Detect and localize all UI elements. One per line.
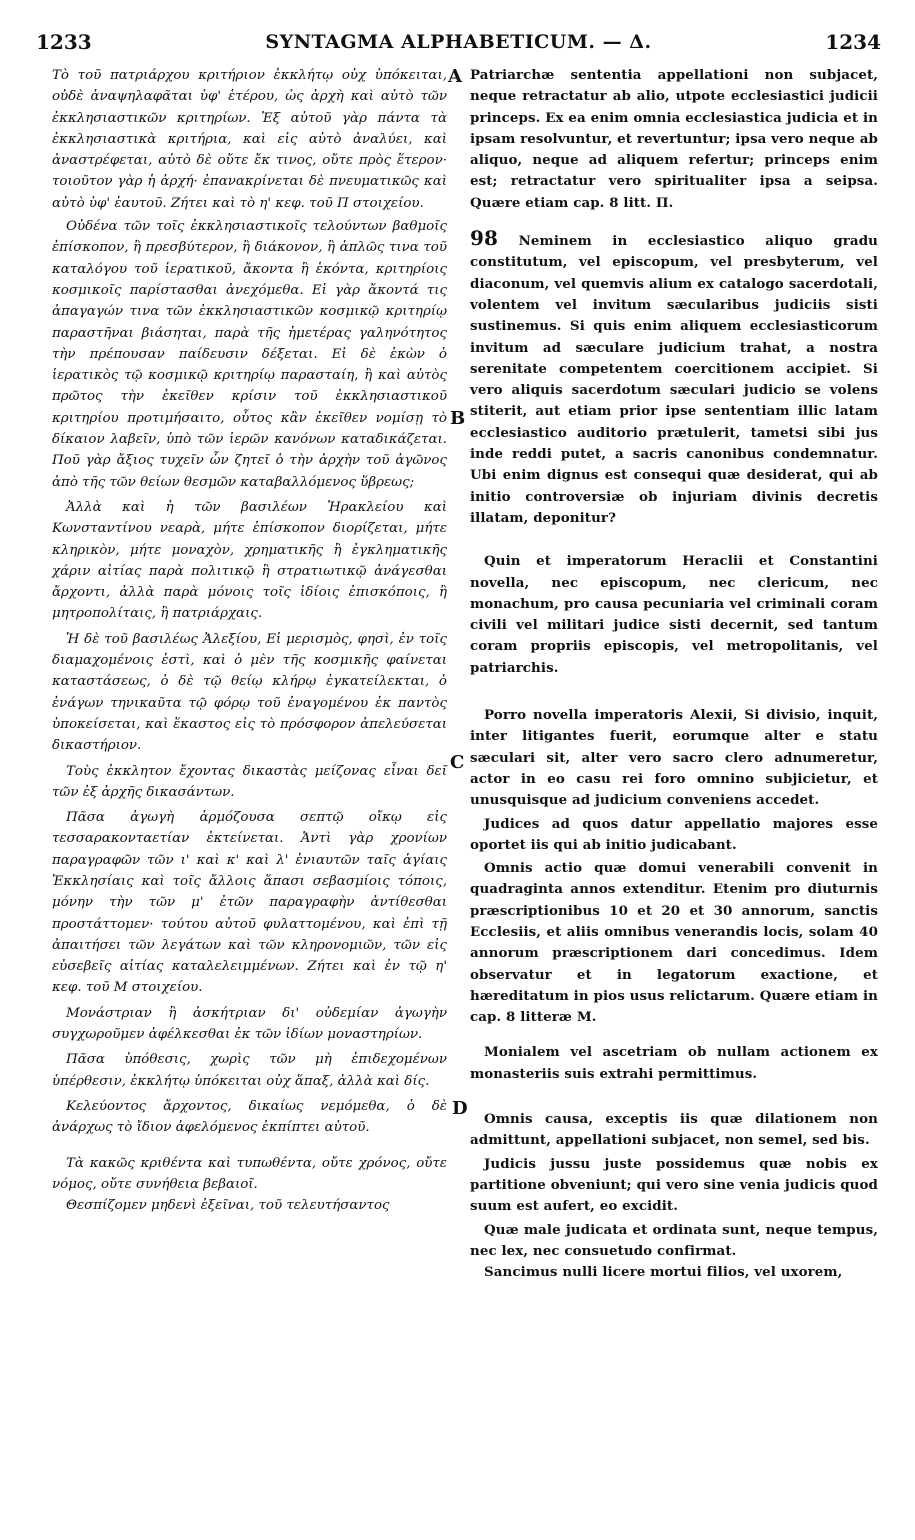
- latin-paragraph-2-text: Neminem in ecclesiastico aliquo gradu constitutum, vel episcopum, vel presbyterum, vel diaconum, vel quemvis alium ex catalogo sacerdotali, volentem vel invitum sæcularibus judiciis sisti sustinemus. Si quis enim aliquem ecclesiasticorum invitum ad sæculare judicium trahat, a nostra serenitate competentem coercitionem accipiet. Si vero aliquis sacerdotum sæculari judicio se volens stiterit, aut etiam prior ipse sententiam illic latam ecclesiastico auditorio prætulerit, tametsi sibi jus inde reddi putet, a sacris canonibus condemnatur. Ubi enim dignus est consequi quæ desiderat, qui ab initio controversiæ ob injuriam divinis decretis illatam, deponitur?: [470, 233, 879, 526]
- greek-paragraph-1: Τὸ τοῦ πατριάρχου κριτήριον ἐκκλήτῳ οὐχ ὑπόκειται, οὐδὲ ἀναψηλαφᾶται ὑφ' ἑτέρου, ὡς ἀρχὴ καὶ αὐτὸ τῶν ἐκκλησιαστικῶν κριτηρίων. Ἐξ αὐτοῦ γὰρ πάντα τὰ ἐκκλησιαστικὰ κριτήρια, καὶ εἰς αὐτὸ ἀναλύει, καὶ ἀναστρέφεται, αὐτὸ δὲ οὔτε ἔκ τινος, οὔτε πρὸς ἕτερον· τοιοῦτον γὰρ ἡ ἀρχή· ἐπανακρίνεται δὲ πνευματικῶς καὶ αὐτὸ ὑφ' ἑαυτοῦ. Ζήτει καὶ τὸ η' κεφ. τοῦ Π στοιχείου.: [52, 68, 447, 211]
- greek-paragraph-4: Ἡ δὲ τοῦ βασιλέως Ἀλεξίου, Εἰ μερισμὸς, φησὶ, ἐν τοῖς διαμαχομένοις ἐστὶ, καὶ ὁ μὲν τῆς κοσμικῆς φαίνεται καταστάσεως, ὁ δὲ τῷ θείῳ κλήρῳ ἐγκατείλεκται, ὁ ἐνάγων τηνικαῦτα τῷ φόρῳ τοῦ ἐναγομένου ἐκ παντὸς ὑποκείσεται, καὶ ἕκαστος εἰς τὸ πρόσφορον ἀπελεύσεται δικαστήριον.: [52, 631, 447, 754]
- page-header: [36, 30, 881, 60]
- latin-paragraph-11: Sancimus nulli licere mortui filios, vel uxorem,: [484, 1264, 843, 1281]
- latin-paragraph-8: Omnis causa, exceptis iis quæ dilationem non admittunt, appellationi subjacet, non semel, sed bis.: [470, 1111, 878, 1149]
- greek-paragraph-7: Μονάστριαν ἢ ἀσκήτριαν δι' οὐδεμίαν ἀγωγὴν συγχωροῦμεν ἀφέλκεσθαι ἐκ τῶν ἰδίων μοναστηρίων.: [52, 1005, 447, 1043]
- margin-letter-d: D: [452, 1098, 468, 1119]
- latin-paragraph-4: Porro novella imperatoris Alexii, Si divisio, inquit, inter litigantes fuerit, eorumque alter e statu sæculari sit, alter vero sacro clero adnumeretur, actor in eo casu rei foro omnino subjicietur, et unusquisque ad judicium conveniens accedet.: [470, 707, 878, 809]
- margin-letter-c: C: [450, 752, 465, 773]
- greek-paragraph-5: Τοὺς ἐκκλητον ἔχοντας δικαστὰς μείζονας εἶναι δεῖ τῶν ἐξ ἀρχῆς δικασάντων.: [52, 763, 447, 800]
- page-number-left: 1233: [36, 30, 92, 54]
- latin-paragraph-2: [470, 228, 878, 529]
- greek-paragraph-3: Ἀλλὰ καὶ ἡ τῶν βασιλέων Ἡρακλείου καὶ Κωνσταντίνου νεαρὰ, μήτε ἐπίσκοπον διορίζεται, μήτε κληρικὸν, μήτε μοναχὸν, χρηματικῆς ἢ ἐγκληματικῆς χάριν αἰτίας παρὰ πολιτικῷ ἢ στρατιωτικῷ ἀνάγεσθαι ἄρχοντι, ἀλλὰ παρὰ μόνοις τοῖς ἰδίοις ἐπισκόποις, ἢ μητροπολίταις, ἢ πατριάρχαις.: [52, 499, 447, 622]
- margin-letter-a: A: [448, 66, 462, 87]
- latin-paragraph-7: Monialem vel ascetriam ob nullam actionem ex monasteriis suis extrahi permittimus.: [470, 1044, 878, 1082]
- greek-paragraph-10: Τὰ κακῶς κριθέντα καὶ τυπωθέντα, οὔτε χρόνος, οὔτε νόμος, οὔτε συνήθεια βεβαιοῖ.: [52, 1155, 447, 1192]
- greek-paragraph-9: Κελεύοντος ἄρχοντος, δικαίως νεμόμεθα, ὁ δὲ ἀνάρχως τὸ ἴδιον ἀφελόμενος ἐκπίπτει αὐτοῦ.: [52, 1098, 447, 1136]
- greek-column: [52, 65, 447, 1216]
- latin-paragraph-1: Patriarchæ sententia appellationi non subjacet, neque retractatur ab alio, utpote ecclesiastici judicii princeps. Ex ea enim omnia ecclesiastica judicia et in ipsam resolvuntur, et revertuntur; ipsa vero neque ab aliquo, neque ad aliquem refertur; princeps enim est; retractatur vero spiritualiter ipsa a seipsa. Quære etiam cap. 8 litt. Π.: [470, 67, 878, 211]
- greek-paragraph-2: Οὐδένα τῶν τοῖς ἐκκλησιαστικοῖς τελούντων βαθμοῖς ἐπίσκοπον, ἢ πρεσβύτερον, ἢ διάκονον, ἢ ἁπλῶς τινα τοῦ καταλόγου τοῦ ἱερατικοῦ, ἄκοντα ἢ ἑκόντα, κριτηρίοις κοσμικοῖς παρίστασθαι ἀνεχόμεθα. Εἰ γὰρ ἄκοντά τις ἀπαγαγών τινα τῶν ἐκκλησιαστικῶν κοσμικῷ κριτηρίῳ παραστῆναι βιάσηται, παρὰ τῆς ἡμετέρας γαληνότητος τὴν πρέπουσαν παίδευσιν δέξεται. Εἰ δὲ ἑκὼν ὁ ἱερατικὸς τῷ κοσμικῷ κριτηρίῳ παρασταίη, ἢ καὶ αὐτὸς πρῶτος τὴν ἐκεῖθεν κρίσιν τοῦ ἐκκλησιαστικοῦ κριτηρίου προτιμήσαιτο, οὗτος κἂν ἐκεῖθεν νομίσῃ τὸ δίκαιον λαβεῖν, ὑπὸ τῶν ἱερῶν κανόνων καταδικάζεται. Ποῦ γὰρ ἄξιος τυχεῖν ὧν ζητεῖ ὁ τὴν ἀρχὴν τοῦ ἀγῶνος ἀπὸ τῆς τῶν θείων θεσμῶν καταβαλλόμενος ὕβρεως;: [52, 219, 447, 490]
- greek-paragraph-11: Θεσπίζομεν μηδενὶ ἐξεῖναι, τοῦ τελευτήσαντος: [66, 1198, 390, 1214]
- page-number-right: 1234: [825, 30, 881, 54]
- latin-paragraph-3: Quin et imperatorum Heraclii et Constantini novella, nec episcopum, nec clericum, nec monachum, pro causa pecuniaria vel criminali coram civili vel militari judice sisti decernit, sed tantum coram propriis episcopis, vel metropolitanis, vel patriarchis.: [470, 553, 878, 676]
- running-title: SYNTAGMA ALPHABETICUM. — Δ.: [265, 31, 652, 53]
- latin-paragraph-9: Judicis jussu juste possidemus quæ nobis ex partitione obveniunt; qui vero sine venia judicis quod suum est aufert, eo excidit.: [470, 1155, 878, 1215]
- greek-paragraph-6: Πᾶσα ἀγωγὴ ἁρμόζουσα σεπτῷ οἴκῳ εἰς τεσσαρακονταετίαν ἐκτείνεται. Ἀντὶ γὰρ χρονίων παραγραφῶν τῶν ι' καὶ κ' καὶ λ' ἐνιαυτῶν ταῖς ἁγίαις Ἐκκλησίαις καὶ τοῖς ἄλλοις ἅπασι σεβασμίοις τόποις, μόνην τὴν τῶν μ' ἐτῶν παραγραφὴν ἀντίθεσθαι προστάττομεν· τούτου αὐτοῦ φυλαττομένου, καὶ ἐπὶ τῇ ἀπαιτήσει τῶν λεγάτων καὶ τῶν κληρονομιῶν, τῶν εἰς εὐσεβεῖς αἰτίας καταλελειμμένων. Ζήτει καὶ ἐν τῷ η' κεφ. τοῦ Μ στοιχείου.: [52, 810, 447, 996]
- greek-paragraph-8: Πᾶσα ὑπόθεσις, χωρὶς τῶν μὴ ἐπιδεχομένων ὑπέρθεσιν, ἐκκλήτῳ ὑπόκειται οὐχ ἅπαξ, ἀλλὰ καὶ δίς.: [52, 1052, 447, 1089]
- latin-paragraph-6: Omnis actio quæ domui venerabili convenit in quadraginta annos extenditur. Etenim pro diuturnis præscriptionibus 10 et 20 et 30 annorum, sanctis Ecclesiis, et aliis omnibus venerandis locis, solam 40 annorum præscriptionem dari concedimus. Idem observatur et in legatorum exactione, et hæreditatum in pios usus relictarum. Quære etiam in cap. 8 litteræ M.: [470, 860, 878, 1026]
- margin-letter-b: B: [450, 408, 466, 429]
- latin-paragraph-10: Quæ male judicata et ordinata sunt, neque tempus, nec lex, nec consuetudo confirmat.: [470, 1221, 878, 1259]
- section-number: 98: [470, 226, 499, 251]
- latin-column: [470, 65, 878, 1283]
- latin-paragraph-5: Judices ad quos datur appellatio majores esse oportet iis qui ab initio judicabant.: [470, 815, 878, 853]
